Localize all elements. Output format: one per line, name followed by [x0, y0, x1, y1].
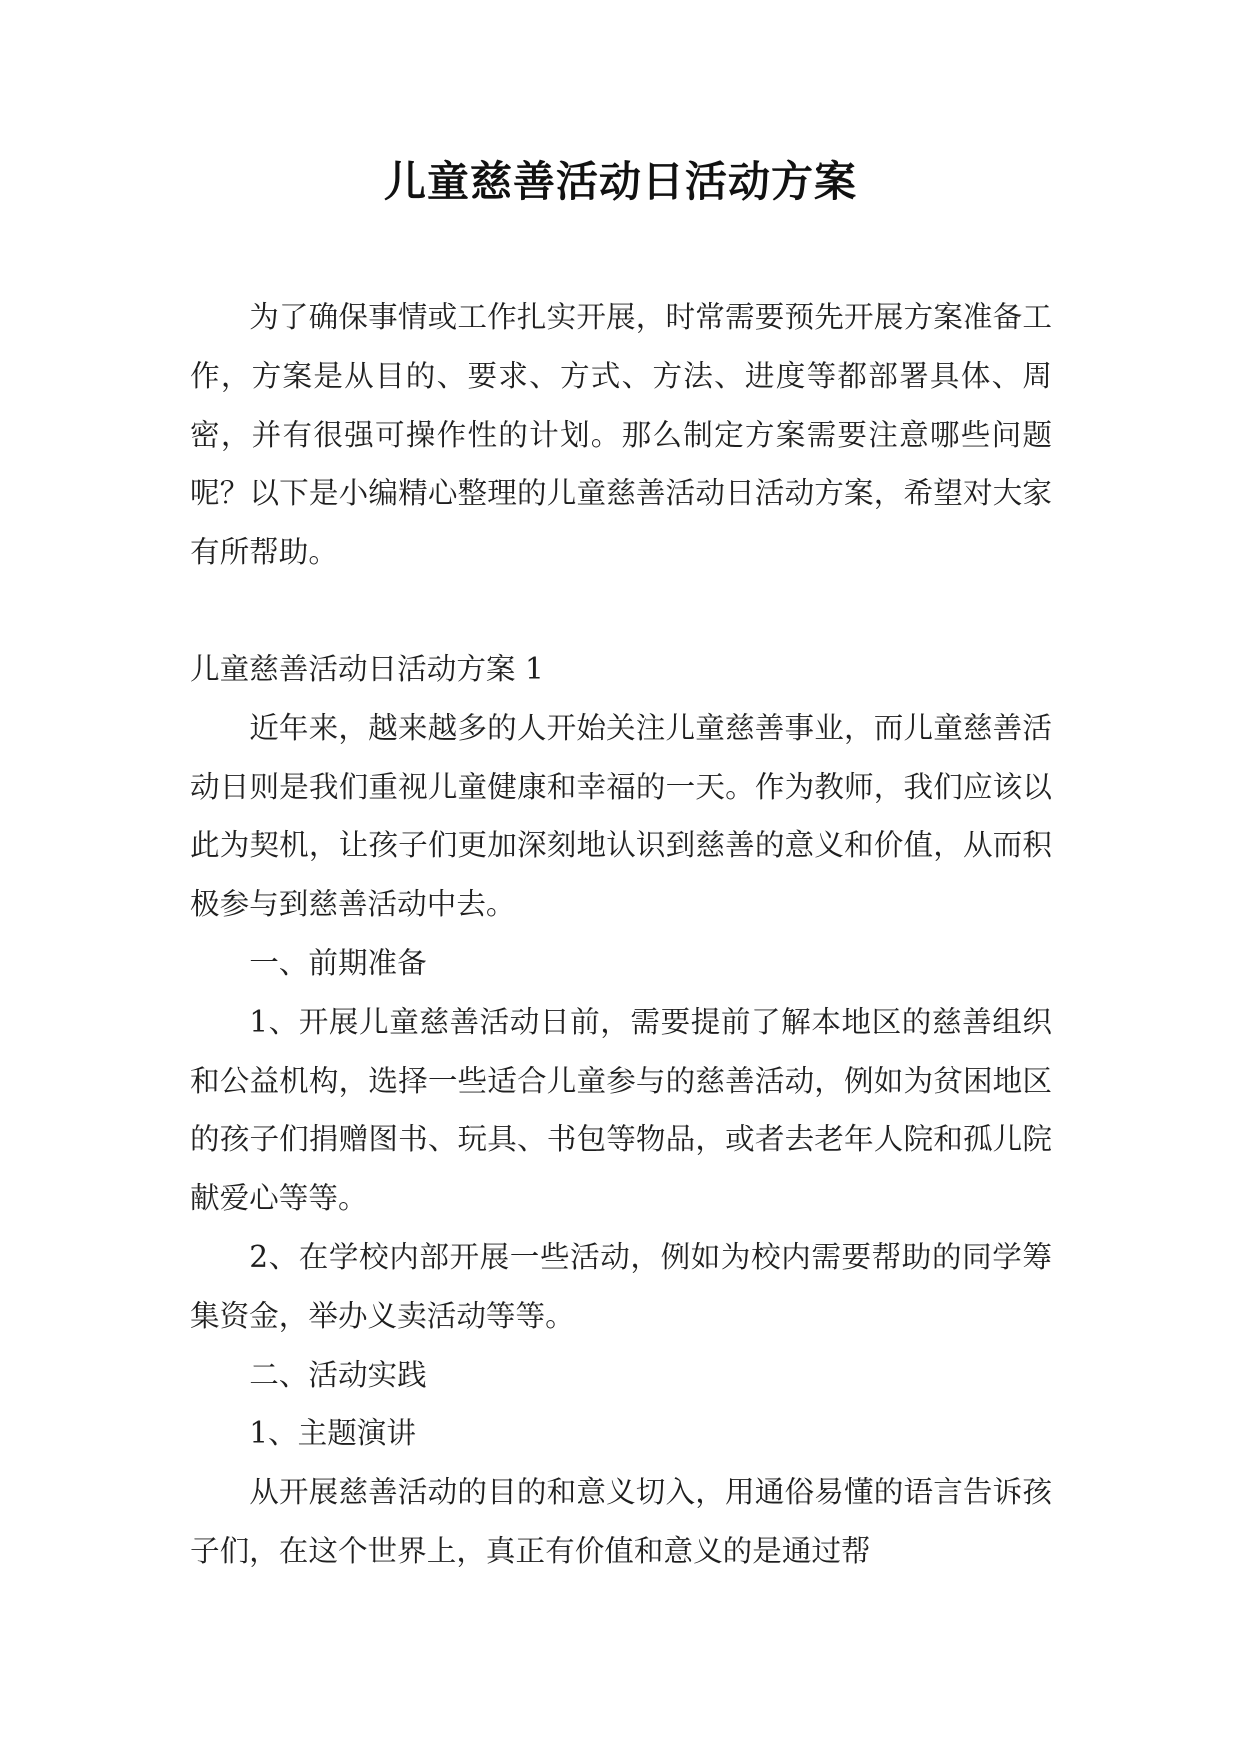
- paragraph-preparation-1: 1、开展儿童慈善活动日前，需要提前了解本地区的慈善组织和公益机构，选择一些适合儿童参与的慈善活动，例如为贫困地区的孩子们捐赠图书、玩具、书包等物品，或者去老年人院和孤儿院献爱心等等。: [190, 1004, 1052, 1216]
- paragraph-theme-speech: 从开展慈善活动的目的和意义切入，用通俗易懂的语言告诉孩子们，在这个世界上，真正有价值和意义的是通过帮: [190, 1475, 1052, 1568]
- document-title: 儿童慈善活动日活动方案: [383, 157, 857, 206]
- section-heading: 儿童慈善活动日活动方案 1: [190, 651, 544, 686]
- intro-paragraph: 为了确保事情或工作扎实开展，时常需要预先开展方案准备工作，方案是从目的、要求、方式、方法、进度等都部署具体、周密，并有很强可操作性的计划。那么制定方案需要注意哪些问题呢？以下是小编精心整理的儿童慈善活动日活动方案，希望对大家有所帮助。: [190, 300, 1052, 570]
- paragraph-1: 近年来，越来越多的人开始关注儿童慈善事业，而儿童慈善活动日则是我们重视儿童健康和幸福的一天。作为教师，我们应该以此为契机，让孩子们更加深刻地认识到慈善的意义和价值，从而积极参与到慈善活动中去。: [190, 710, 1052, 922]
- subheading-preparation: 一、前期准备: [249, 945, 427, 980]
- subheading-theme-speech: 1、主题演讲: [249, 1416, 416, 1451]
- paragraph-preparation-2: 2、在学校内部开展一些活动，例如为校内需要帮助的同学筹集资金，举办义卖活动等等。: [190, 1239, 1052, 1333]
- document-body: [190, 288, 1052, 1581]
- subheading-practice: 二、活动实践: [249, 1357, 427, 1392]
